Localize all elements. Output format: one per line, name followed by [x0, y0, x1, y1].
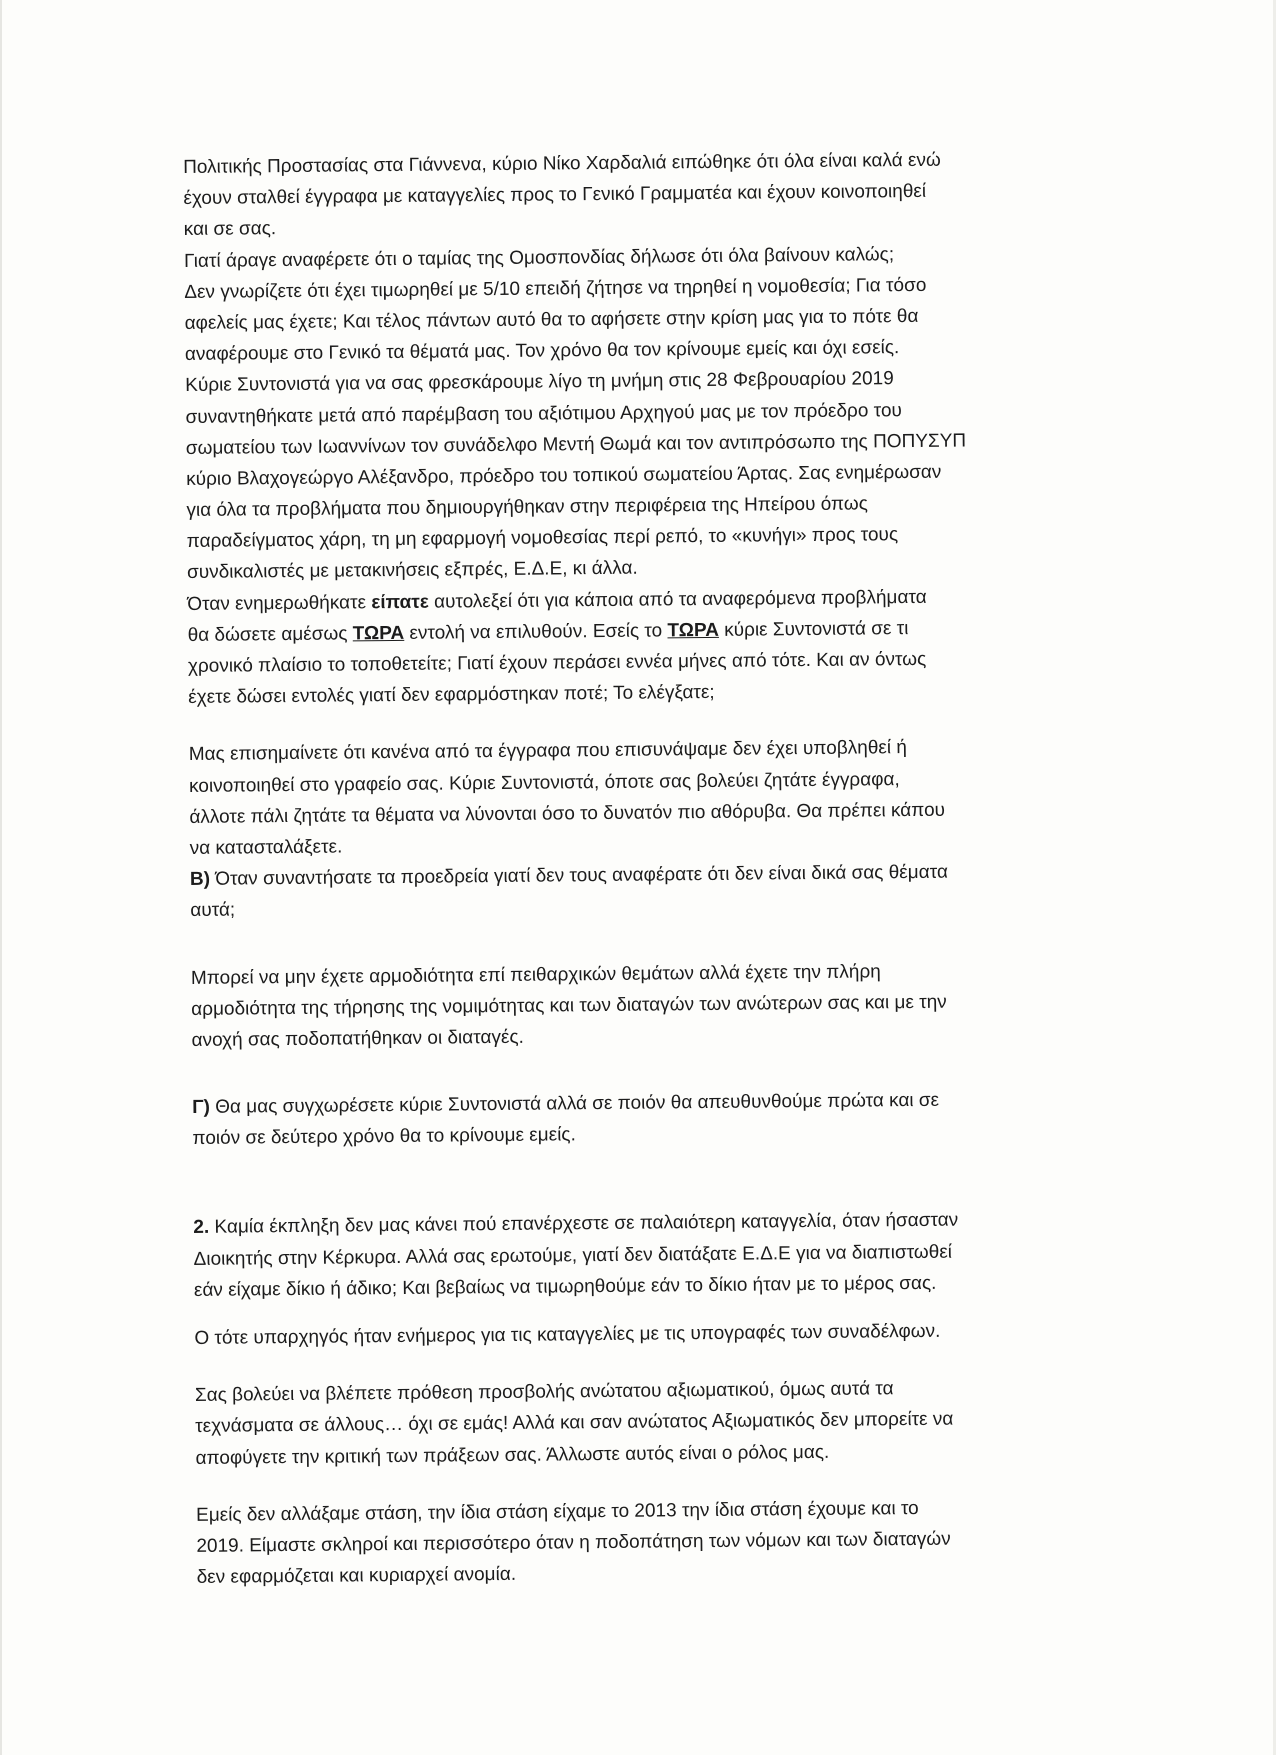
text-line: παραδείγματος χάρη, τη μη εφαρμογή νομοθεσίας περί ρεπό, το «κυνήγι» προς τους [186, 524, 899, 553]
text-run: εντολή να επιλυθούν. Εσείς το [404, 620, 668, 644]
emphasis-now: ΤΩΡΑ [352, 622, 405, 645]
text-line: ποιόν σε δεύτερο χρόνο θα το κρίνουμε εμείς. [192, 1124, 576, 1150]
paragraph-opening [183, 144, 1068, 714]
text-run: Όταν συναντήσατε τα προεδρεία γιατί δεν τους αναφέρατε ότι δεν είναι δικά σας θέματα [209, 861, 948, 890]
text-line: Ο τότε υπαρχηγός ήταν ενήμερος για τις καταγγελίες με τις υπογραφές των συναδέλφων. [194, 1320, 941, 1349]
text-line: Κύριε Συντονιστά για να σας φρεσκάρουμε λίγο τη μνήμη στις 28 Φεβρουαρίου 2019 [185, 368, 894, 397]
text-line: έχουν σταλθεί έγγραφα με καταγγελίες προς το Γενικό Γραμματέα και έχουν κοινοποιηθεί [183, 181, 927, 210]
text-line: σωματείου των Ιωαννίνων τον συνάδελφο Μεντή Θωμά και τον αντιπρόσωπο της ΠΟΠΥΣΥΠ [185, 430, 967, 459]
point-marker: 2. [193, 1217, 210, 1239]
paragraph-competence [191, 954, 1072, 1056]
text-line: αφελείς μας έχετε; Και τέλος πάντων αυτό θα το αφήσετε στην κρίση μας για το πότε θα [184, 305, 919, 334]
paragraph-closing [196, 1491, 1077, 1593]
text-line: κύριο Βλαχογεώργο Αλέξανδρο, πρόεδρο του τοπικού σωματείου Άρτας. Σας ενημέρωσαν [186, 461, 942, 490]
emphasis-now: ΤΩΡΑ [667, 619, 720, 642]
text-run: Θα μας συγχωρέσετε κύριε Συντονιστά αλλά σε ποιόν θα απευθυνθούμε πρώτα και σε [209, 1089, 940, 1118]
paragraph-point-g [192, 1084, 1073, 1155]
text-line: εάν είχαμε δίκιο ή άδικο; Και βεβαίως να τιμωρηθούμε εάν το δίκιο ήταν με το μέρος σας. [193, 1272, 937, 1301]
text-line: Μπορεί να μην έχετε αρμοδιότητα επί πειθαρχικών θεμάτων αλλά έχετε την πλήρη [190, 960, 881, 989]
text-line: Διοικητής στην Κέρκυρα. Αλλά σας ερωτούμε, γιατί δεν διατάξατε Ε.Δ.Ε για να διαπιστωθεί [193, 1241, 953, 1270]
text-line: συνδικαλιστές με μετακινήσεις εξπρές, Ε.Δ.Ε, κι άλλα. [186, 558, 638, 584]
text-run: θα δώσετε αμέσως [187, 623, 353, 646]
text-run: αυτολεξεί ότι για κάποια από τα αναφερόμενα προβλήματα [428, 586, 927, 613]
text-line: έχετε δώσει εντολές γιατί δεν εφαρμόστηκαν ποτέ; Το ελέγξατε; [188, 682, 715, 709]
text-run: Όταν ενημερωθήκατε [187, 591, 372, 615]
paragraph-criticism [195, 1372, 1076, 1474]
text-line: συναντηθήκατε μετά από παρέμβαση του αξιότιμου Αρχηγού μας με τον πρόεδρο του [185, 399, 902, 428]
point-marker: Β) [189, 868, 211, 891]
text-line: άλλοτε πάλι ζητάτε τα θέματα να λύνονται όσο το δυνατόν πιο αθόρυβα. Θα πρέπει κάπου [189, 799, 946, 828]
text-line: χρονικό πλαίσιο το τοποθετείτε; Γιατί έχουν περάσει εννέα μήνες από τότε. Και αν όντως [187, 648, 927, 677]
paragraph-documents [189, 731, 1071, 927]
text-line: Σας βολεύει να βλέπετε πρόθεση προσβολής ανώτατου αξιωματικού, όμως αυτά τα [194, 1378, 894, 1407]
text-line: Μας επισημαίνετε ότι κανένα από τα έγγραφα που επισυνάψαμε δεν έχει υποβληθεί ή [188, 737, 907, 766]
text-line: αποφύγετε την κριτική των πράξεων σας. Άλλωστε αυτός είναι ο ρόλος μας. [195, 1441, 830, 1469]
text-run: Καμία έκπληξη δεν μας κάνει πού επανέρχεστε σε παλαιότερη καταγγελία, όταν ήσασταν [209, 1210, 959, 1239]
text-line: τεχνάσματα σε άλλους… όχι σε εμάς! Αλλά και σαν ανώτατος Αξιωματικός δεν μπορείτε να [195, 1409, 954, 1438]
text-line: Δεν γνωρίζετε ότι έχει τιμωρηθεί με 5/10 επειδή ζήτησε να τηρηθεί η νομοθεσία; Για τόσο [184, 274, 927, 303]
text-line: και σε σας. [183, 218, 277, 241]
text-line: αναφέρουμε στο Γενικό τα θέματά μας. Τον χρόνο θα τον κρίνουμε εμείς και όχι εσείς. [184, 337, 900, 366]
text-line: Εμείς δεν αλλάξαμε στάση, την ίδια στάση είχαμε το 2013 την ίδια στάση έχουμε και το [195, 1497, 919, 1526]
text-line: κοινοποιηθεί στο γραφείο σας. Κύριε Συντονιστά, όποτε σας βολεύει ζητάτε έγγραφα, [188, 768, 900, 797]
text-line: 2019. Είμαστε σκληροί και περισσότερο όταν η ποδοπάτηση των νόμων και των διαταγών [196, 1528, 951, 1557]
text-run: κύριε Συντονιστά σε τι [718, 617, 909, 641]
text-line: Γιατί άραγε αναφέρετε ότι ο ταμίας της Ομοσπονδίας δήλωσε ότι όλα βαίνουν καλώς; [183, 243, 895, 272]
text-line: Πολιτικής Προστασίας στα Γιάννενα, κύριο Νίκο Χαρδαλιά ειπώθηκε ότι όλα είναι καλά ενώ [183, 149, 941, 178]
text-line: ανοχή σας ποδοπατήθηκαν οι διαταγές. [191, 1026, 524, 1051]
text-line: αυτά; [190, 899, 236, 922]
text-line: για όλα τα προβλήματα που δημιουργήθηκαν στην περιφέρεια της Ηπείρου όπως [186, 493, 868, 522]
text-line: να κατασταλάξετε. [189, 836, 343, 859]
paragraph-point-2 [193, 1204, 1074, 1306]
point-marker: Γ) [192, 1096, 211, 1119]
text-line: δεν εφαρμόζεται και κυριαρχεί ανομία. [196, 1563, 517, 1589]
letter-page [183, 144, 1077, 1594]
text-line: αρμοδιότητα της τήρησης της νομιμότητας και των διαταγών των ανώτερων σας και με την [191, 991, 947, 1020]
emphasis-said: είπατε [371, 591, 429, 613]
